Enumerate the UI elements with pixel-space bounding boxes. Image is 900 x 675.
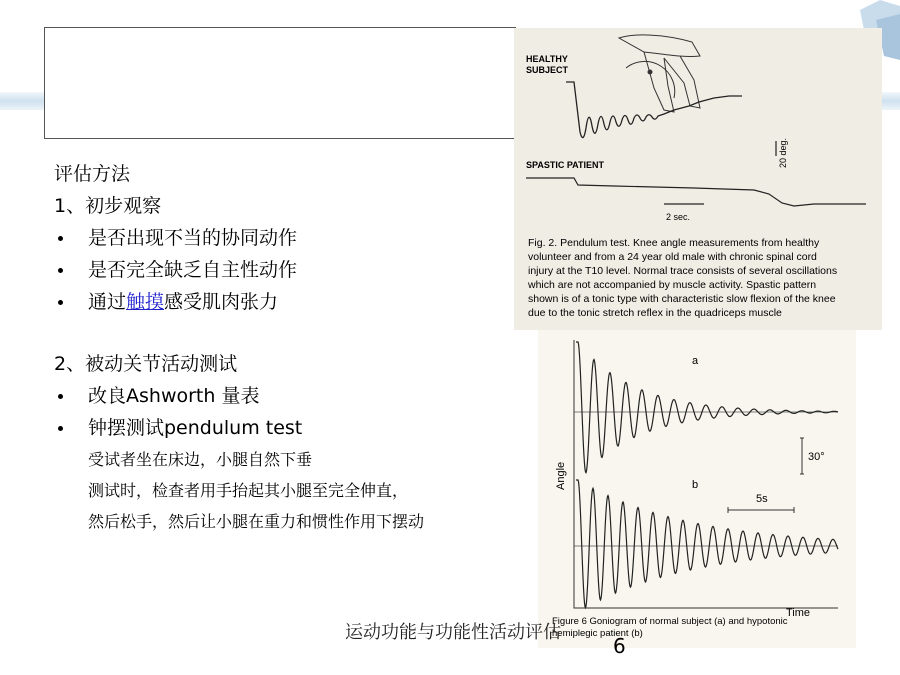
sub-text: 受试者坐在床边，小腿自然下垂 — [88, 450, 313, 469]
caption-line: volunteer and from a 24 year old male with chronic spinal cord — [528, 251, 817, 263]
caption-line: Figure 6 Goniogram of normal subject (a) and hypotonic — [552, 616, 788, 627]
sub-text: 然后松手，然后让小腿在重力和惯性作用下摆动 — [88, 512, 425, 531]
bullet-item: 是否完全缺乏自主性动作 — [54, 254, 524, 286]
trace-b-label: b — [692, 479, 699, 491]
bullet-item — [54, 286, 524, 318]
bullet-item: 是否出现不当的协同动作 — [54, 222, 524, 254]
footer-title: 运动功能与功能性活动评估 — [345, 622, 561, 643]
bullet-item: 钟摆测试pendulum test — [54, 412, 524, 444]
scale-angle-label: 30° — [808, 451, 825, 463]
page-number: 6 — [613, 634, 626, 658]
label-spastic: SPASTIC PATIENT — [526, 160, 605, 170]
bullet-text-post: 感受肌肉张力 — [164, 291, 279, 313]
caption-line: hemiplegic patient (b) — [552, 628, 643, 639]
bullet-text-pre: 通过 — [88, 291, 127, 313]
spastic-trace — [526, 178, 866, 206]
healthy-trace — [566, 82, 742, 138]
item2-heading: 2、被动关节活动测试 — [54, 353, 238, 375]
scale-time-label: 2 sec. — [666, 212, 691, 222]
caption-line: which are not accompanied by muscle activity. Spastic pattern — [528, 279, 817, 291]
sub-text: 测试时，检查者用手抬起其小腿至完全伸直， — [88, 481, 409, 500]
caption-line: injury at the T10 level. Normal trace consists of several oscillations — [528, 265, 838, 277]
trace-a-label: a — [692, 355, 699, 367]
title-placeholder — [44, 27, 516, 139]
trace-b-oscillation — [576, 480, 838, 608]
goniogram-axes — [574, 340, 838, 608]
goniogram-ylabel: Angle — [555, 461, 567, 490]
scale-deg-label: 20 deg. — [778, 137, 788, 168]
angle-scale-bar — [800, 438, 804, 474]
bullet-item: 改良Ashworth 量表 — [54, 380, 524, 412]
pendulum-figure-top — [514, 28, 882, 330]
label-healthy-1: HEALTHY — [526, 54, 568, 64]
slide-content — [54, 158, 524, 537]
goniogram-figure-bottom — [538, 330, 856, 648]
item1-heading: 1、初步观察 — [54, 195, 162, 217]
caption-line: shown is of a tonic type with characteristic slow flexion of the knee — [528, 293, 836, 305]
goniogram-xlabel: Time — [786, 607, 811, 619]
caption-line: due to the tonic stretch reflex in the quadriceps muscle — [528, 307, 782, 319]
caption-line: Fig. 2. Pendulum test. Knee angle measurements from healthy — [528, 237, 820, 249]
section-title: 评估方法 — [54, 163, 131, 185]
scale-time-label: 5s — [756, 493, 768, 505]
time-scale-bar — [728, 507, 794, 513]
trace-a-oscillation — [576, 342, 838, 473]
leg-sketch-illustration — [619, 35, 700, 112]
label-healthy-2: SUBJECT — [526, 65, 569, 75]
touch-link[interactable]: 触摸 — [126, 291, 165, 313]
